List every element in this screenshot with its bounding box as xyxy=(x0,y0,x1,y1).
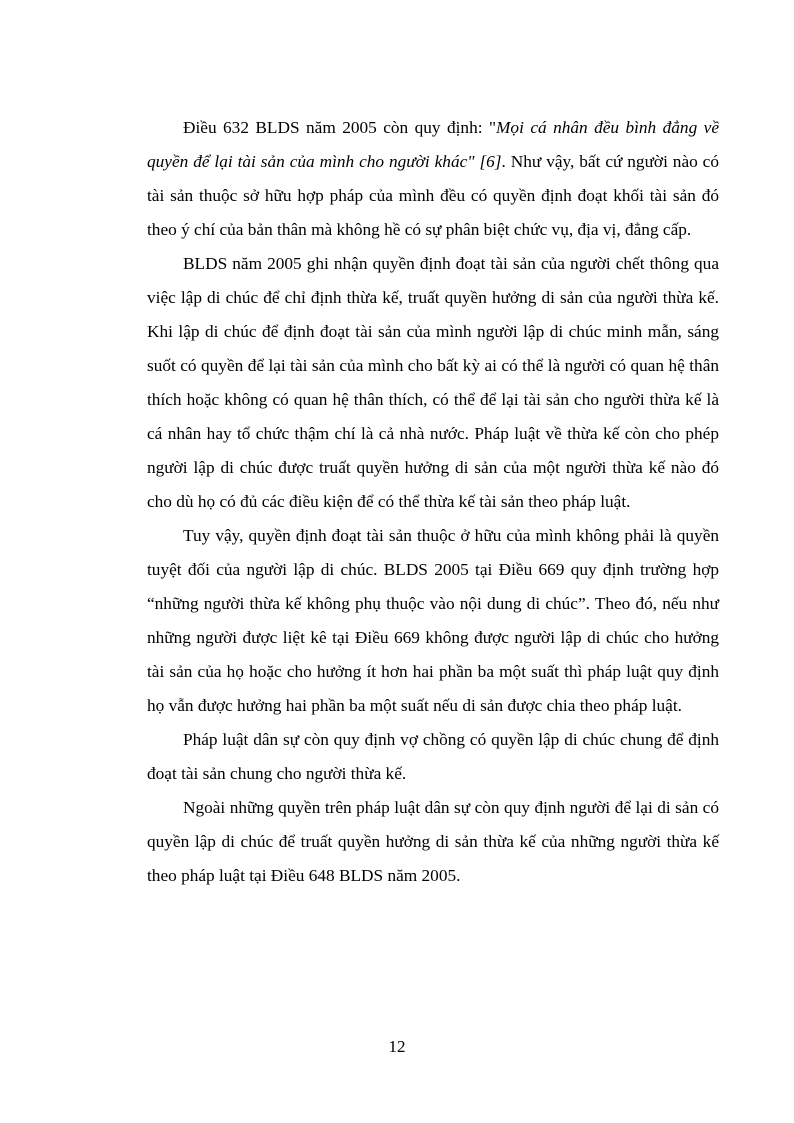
paragraph-1 xyxy=(147,111,719,247)
paragraph-5: Ngoài những quyền trên pháp luật dân sự còn quy định người để lại di sản có quyền lập di chúc để truất quyền hưởng di sản thừa kế của những người thừa kế theo pháp luật tại Điều 648 BLDS năm 2005. xyxy=(147,798,719,885)
page-number: 12 xyxy=(388,1037,406,1056)
page-body xyxy=(147,111,719,893)
paragraph-3: Tuy vậy, quyền định đoạt tài sản thuộc ở hữu của mình không phải là quyền tuyệt đối của người lập di chúc. BLDS 2005 tại Điều 669 quy định trường hợp “những người thừa kế không phụ thuộc vào nội dung di chúc”. Theo đó, nếu như những người được liệt kê tại Điều 669 không được người lập di chúc cho hưởng tài sản của họ hoặc cho hưởng ít hơn hai phần ba một suất thì pháp luật quy định họ vẫn được hưởng hai phần ba một suất nếu di sản được chia theo pháp luật. xyxy=(147,526,719,715)
paragraph-2: BLDS năm 2005 ghi nhận quyền định đoạt tài sản của người chết thông qua việc lập di chúc để chỉ định thừa kế, truất quyền hưởng di sản của người thừa kế. Khi lập di chúc để định đoạt tài sản của mình người lập di chúc minh mẫn, sáng suốt có quyền để lại tài sản của mình cho bất kỳ ai có thể là người có quan hệ thân thích hoặc không có quan hệ thân thích, có thể để lại tài sản cho người thừa kế là cá nhân hay tổ chức thậm chí là cả nhà nước. Pháp luật về thừa kế còn cho phép người lập di chúc được truất quyền hưởng di sản của một người thừa kế nào đó cho dù họ có đủ các điều kiện để có thể thừa kế tài sản theo pháp luật. xyxy=(147,254,719,511)
paragraph-1-quote: Mọi cá nhân đều bình đẳng về quyền để lại tài sản của mình cho người khác" [6] xyxy=(147,118,719,171)
paragraph-4: Pháp luật dân sự còn quy định vợ chồng có quyền lập di chúc chung để định đoạt tài sản chung cho người thừa kế. xyxy=(147,730,719,783)
paragraph-1-tail: . Như vậy, bất cứ người nào có tài sản thuộc sở hữu hợp pháp của mình đều có quyền định đoạt khối tài sản đó theo ý chí của bản thân mà không hề có sự phân biệt chức vụ, địa vị, đẳng cấp. xyxy=(147,152,719,239)
paragraph-1-lead: Điều 632 BLDS năm 2005 còn quy định: " xyxy=(183,118,497,137)
